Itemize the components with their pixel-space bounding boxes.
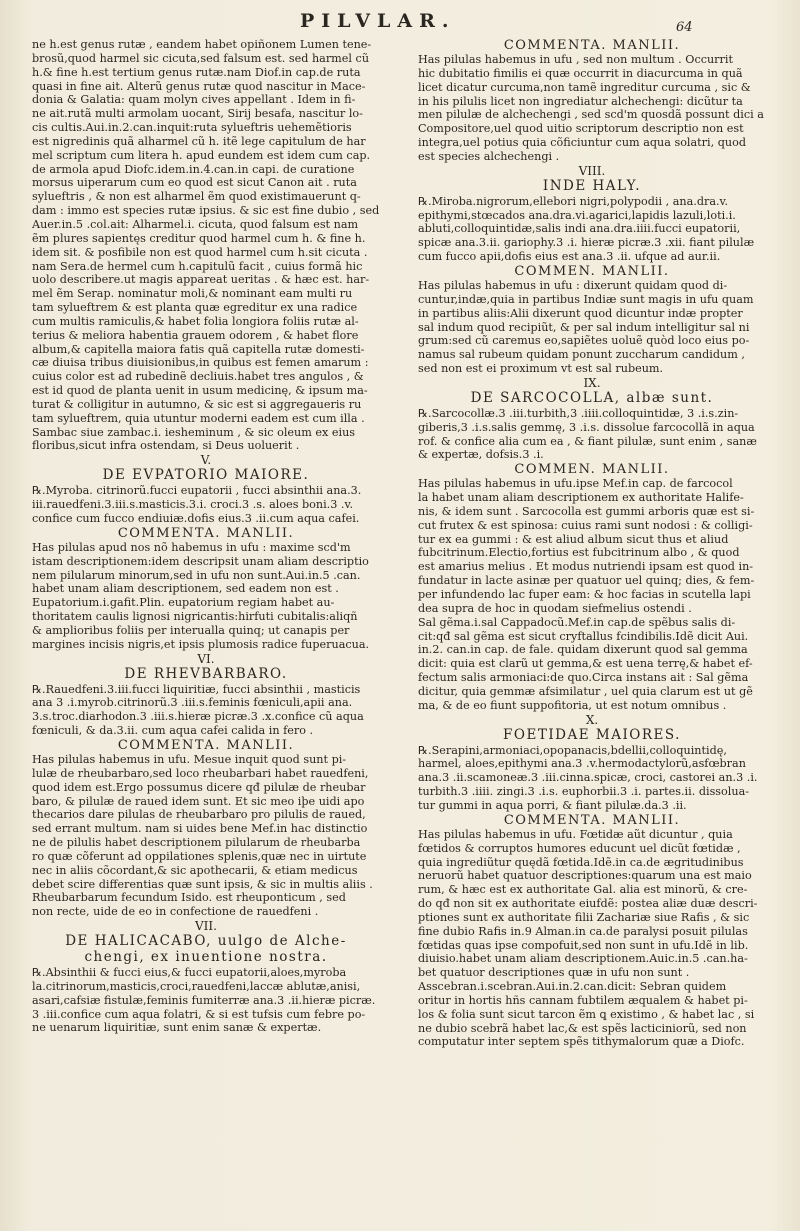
text-line: Sambac siue zambac.i. iesheminum , & sic oleum ex eius	[32, 425, 356, 439]
text-line: fundatur in lacte asinæ per quatuor uel quinq; dies, & fem-	[418, 574, 755, 588]
text-line: ℞.Absinthii & fucci eius,& fucci eupatorii,aloes,myroba	[32, 966, 347, 980]
text-line: dea supra de hoc in quodam siefmelius ostendi .	[418, 601, 692, 615]
text-line: grum:sed cũ caremus eo,sapiẽtes uoluẽ quòd loco eius po-	[418, 334, 750, 348]
text-line: hic dubitatio fimilis ei quæ occurrit in diacurcuma in quã	[418, 66, 743, 80]
section-number: X.	[585, 712, 599, 727]
text-line: terius & meliora habentia grauem odorem , & habet flore	[32, 328, 359, 342]
text-line: de armola apud Diofc.idem.in.4.can.in capi. de curatione	[32, 162, 355, 176]
section-number: IX.	[583, 375, 601, 390]
text-line: Has pilulas habemus in ufu : dixerunt quidam quod di-	[418, 278, 728, 292]
text-line: debet scire differentias quæ sunt ipsis, & sic in multis aliis .	[32, 877, 373, 891]
text-line: non recte, uide de eo in confectione de rauedfeni .	[32, 905, 319, 919]
text-line: ℞.Rauedfeni.3.iii.fucci liquiritiæ, fucci absinthii , masticis	[32, 682, 361, 696]
text-line: ana.3 .ii.scamoneæ.3 .iii.cinna.spicæ, croci, castorei an.3 .i.	[418, 771, 758, 785]
section-number: VI.	[197, 651, 215, 666]
text-line: ptiones sunt ex authoritate filii Zachariæ siue Rafis , & sic	[418, 910, 750, 924]
commentary-paragraph	[32, 753, 380, 919]
right-column	[418, 38, 766, 1049]
text-line: Rheubarbarum fecundum Isido. est rheuponticum , sed	[32, 891, 346, 905]
page-header	[0, 4, 800, 34]
intro-paragraph	[32, 38, 380, 453]
text-line: Eupatorium.i.gafit.Plin. eupatorium regiam habet au-	[32, 596, 335, 610]
text-line: brosũ,quod harmel sic cicuta,sed falsum est. sed harmel cũ	[32, 51, 370, 65]
text-line: donia & Galatia: quam molyn cives appellant . Idem in fi-	[32, 93, 356, 107]
text-line: ẽm plures sapientęs creditur quod harmel cum h. & fine h.	[32, 231, 366, 245]
text-line: in partibus aliis:Alii dixerunt quod dicuntur indæ propter	[418, 306, 743, 320]
text-line: nem pilularum minorum,sed in ufu non sunt.Aui.in.5 .can.	[32, 568, 361, 582]
text-line: integra,uel potius quia cõficiuntur cum aqua solatri, quod	[418, 136, 746, 150]
text-line: est amarius melius . Et modus nutriendi ipsam est quod in-	[418, 560, 754, 574]
text-line: fine dubio Rafis in.9 Alman.in ca.de paralysi posuit pilulas	[418, 924, 748, 938]
text-line: Has pilulas apud nos nõ habemus in ufu : maxime scd'm	[32, 540, 351, 554]
text-line: Has pilulas habemus in ufu , sed non multum . Occurrit	[418, 53, 733, 66]
section-title: DE SARCOCOLLA, albæ sunt.	[470, 389, 714, 406]
text-line: ne de pilulis habet descriptionem pilularum de rheubarba	[32, 836, 361, 850]
text-line: tur gummi in aqua porri, & fiant pilulæ.da.3 .ii.	[418, 798, 687, 812]
section-number: VII.	[195, 919, 217, 934]
text-line: thecarios dare pilulas de rheubarbaro pro pilulis de raued,	[32, 808, 366, 822]
text-line: baro, & pilulæ de raued idem sunt. Et sic meo iþe uidi apo	[32, 794, 365, 808]
text-line: oritur in hortis hñs cannam fubtilem æqualem & habet pi-	[418, 993, 748, 1007]
text-line: neruorũ habet quatuor descriptiones:quarum una est maio	[418, 869, 752, 883]
recipe-paragraph	[32, 484, 380, 526]
commentary-paragraph	[418, 828, 766, 1050]
text-line: quasi in fine ait. Alterũ genus rutæ quod nascitur in Mace-	[32, 79, 366, 93]
text-line: 3.s.troc.diarhodon.3 .iii.s.hieræ picræ.3 .x.confice cũ aqua	[32, 710, 364, 724]
text-line: turat & colligitur in autumno, & sic est si aggregaueris ru	[32, 397, 362, 411]
text-line: tam sylueftrem, quia utuntur moderni eadem est cum illa .	[32, 411, 365, 425]
commentary-paragraph	[418, 53, 766, 164]
text-line: cuius color est ad rubedinẽ decliuis.habet tres angulos , &	[32, 370, 364, 384]
commentary-paragraph	[418, 477, 766, 712]
text-line: floribus,sicut infra ostendam, si Deus uoluerit .	[32, 439, 300, 453]
text-line: abluti,colloquintidæ,salis indi ana.dra.iiii.fucci eupatorii,	[418, 222, 741, 236]
text-line: bet quatuor descriptiones quæ in ufu non sunt .	[418, 966, 690, 980]
text-line: fœniculi, & da.3.ii. cum aqua cafei calida in fero .	[32, 724, 314, 738]
text-line: & expertæ, dofsis.3 .i.	[418, 448, 544, 462]
text-line: ℞.Miroba.nigrorum,ellebori nigri,polypodii , ana.dra.v.	[418, 194, 729, 208]
section-number: VIII.	[578, 163, 606, 178]
text-line: licet dicatur curcuma,non tamẽ ingreditur curcuma , sic &	[418, 80, 751, 94]
section-title: INDE HALY.	[542, 177, 642, 194]
text-line: fubcitrinum.Electio,fortius est fubcitrinum albo , & quod	[418, 546, 740, 560]
text-line: dicitur, quia gemmæ afsimilatur , uel quia clarum est ut gẽ	[418, 684, 753, 698]
text-line: 3 .iii.confice cum aqua folatri, & si est tufsis cum febre po-	[32, 1007, 366, 1021]
text-line: harmel, aloes,epithymi ana.3 .v.hermodactylorũ,asfœbran	[418, 757, 746, 771]
text-line: la habet unam aliam descriptionem ex authoritate Halife-	[418, 491, 744, 505]
text-line: morsus uiperarum cum eo quod est sicut Canon ait . ruta	[32, 176, 357, 190]
text-line: quod idem est.Ergo possumus dicere qđ pilulæ de rheubar	[32, 780, 366, 794]
text-line: diuisio.habet unam aliam descriptionem.Auic.in.5 .can.ha-	[418, 952, 748, 966]
text-line: giberis,3 .i.s.salis gemmę, 3 .i.s. dissolue farcocollã in aqua	[418, 420, 755, 434]
text-line: rof. & confice alia cum ea , & fiant pilulæ, sunt enim , sanæ	[418, 434, 757, 448]
text-line: turbith.3 .iiii. zingi.3 .i.s. euphorbii.3 .i. partes.ii. dissolua-	[418, 785, 750, 799]
running-title: PILVLAR.	[300, 10, 456, 32]
text-line: est nigredinis quã alharmel cũ h. itẽ lege capitulum de har	[32, 134, 366, 148]
commentary-heading: COMMENTA. MANLII.	[503, 812, 681, 828]
text-line: in his pilulis licet non ingrediatur alchechengi: dicũtur ta	[418, 94, 743, 108]
text-line: ma, & de eo fiunt suppofitoria, ut est notum omnibus .	[418, 698, 727, 712]
page-number: 64	[676, 20, 693, 35]
text-line: ℞.Sarcocollæ.3 .iii.turbith,3 .iiii.colloquintidæ, 3 .i.s.zin-	[418, 406, 739, 420]
text-line: ro quæ cõferunt ad oppilationes splenis,quæ nec in uirtute	[32, 849, 367, 863]
text-line: habet unam aliam descriptionem, sed eadem non est .	[32, 582, 339, 596]
commentary-heading: COMMEN. MANLII.	[514, 263, 670, 279]
text-line: fectum salis armoniaci:de quo.Circa instans ait : Sal gẽma	[418, 671, 749, 685]
text-line: dam : immo est species rutæ ipsius. & sic est fine dubio , sed	[32, 204, 380, 218]
text-line: cut frutex & est spinosa: cuius rami sunt nodosi : & colligi-	[418, 518, 753, 532]
text-line: cum fucco apii,dofis eius est ana.3 .ii. ufque ad aur.ii.	[418, 250, 721, 264]
left-column	[32, 38, 380, 1035]
text-line: sal indum quod recipiũt, & per sal indum intelligitur sal ni	[418, 320, 750, 334]
text-line: namus sal rubeum quidam ponunt zuccharum candidum ,	[418, 348, 745, 362]
text-line: ana 3 .i.myrob.citrinorũ.3 .iii.s.feminis fœniculi,apii ana.	[32, 696, 353, 710]
commentary-paragraph	[418, 279, 766, 376]
text-line: do qđ non sit ex authoritate eiufdẽ: postea aliæ duæ descri-	[418, 897, 758, 911]
text-line: Auer.in.5 .col.ait: Alharmel.i. cicuta, quod falsum est nam	[32, 217, 359, 231]
text-line: lulæ de rheubarbaro,sed loco rheubarbari habet rauedfeni,	[32, 766, 369, 780]
text-line: la.citrinorum,masticis,croci,rauedfeni,laccæ ablutæ,anisi,	[32, 979, 361, 993]
text-line: fœtidos & corruptos humores educunt uel dicũt fœtidæ ,	[418, 841, 741, 855]
recipe-paragraph	[32, 683, 380, 738]
text-line: men pilulæ de alchechengi , sed scd'm quosdã possunt dici a	[418, 108, 764, 122]
text-line: ne ait.rutã multi armolam uocant, Sirij besafa, nascitur lo-	[32, 107, 363, 121]
text-line: est species alchechengi .	[418, 149, 560, 163]
text-line: istam descriptionem:idem descripsit unam aliam descriptio	[32, 554, 369, 568]
text-line: fœtidas quas ipse compofuit,sed non sunt in ufu.Idẽ in lib.	[418, 938, 749, 952]
commentary-heading: COMMENTA. MANLII.	[117, 737, 295, 753]
text-line: quia ingrediũtur quędã fœtida.Idẽ.in ca.de ægritudinibus	[418, 855, 744, 869]
text-line: Sal gẽma.i.sal Cappadocũ.Mef.in cap.de spẽbus salis di-	[418, 615, 736, 629]
recipe-paragraph	[418, 407, 766, 462]
text-line: epithymi,stœcados ana.dra.vi.agarici,lapidis lazuli,loti.i.	[418, 208, 736, 222]
text-line: ne uenarum liquiritiæ, sunt enim sanæ & expertæ.	[32, 1021, 322, 1035]
text-line: Has pilulas habemus in ufu. Fœtidæ aũt dicuntur , quia	[418, 827, 733, 841]
text-line: uolo describere.ut magis appareat ueritas . & hæc est. har-	[32, 273, 370, 287]
text-line: cum multis ramiculis,& habet folia longiora foliis rutæ al-	[32, 314, 359, 328]
text-line: confice cum fucco endiuiæ.dofis eius.3 .ii.cum aqua cafei.	[32, 512, 360, 525]
text-line: tam sylueftrem & est planta quæ egreditur ex una radice	[32, 301, 358, 315]
text-line: nec in aliis cõcordant,& sic apothecarii, & etiam medicus	[32, 863, 358, 877]
text-line: asari,cafsiæ fistulæ,feminis fumiterræ ana.3 .ii.hieræ picræ.	[32, 993, 376, 1007]
text-line: dicit: quia est clarũ ut gemma,& est uena terrę,& habet ef-	[418, 657, 753, 671]
text-line: per infundendo lac fuper eam: & hoc facias in scutella lapi	[418, 588, 751, 601]
text-line: Compositore,uel quod uitio scriptorum descriptio non est	[418, 122, 744, 136]
text-line: sed errant multum. nam si uides bene Mef.in hac distinctio	[32, 822, 368, 836]
text-line: iii.rauedfeni.3.iii.s.masticis.3.i. croci.3 .s. aloes boni.3 .v.	[32, 498, 354, 512]
text-line: idem sit. & posfibile non est quod harmel cum h.sit cicuta .	[32, 245, 368, 259]
text-line: & amplioribus foliis per interualla quinq; ut canapis per	[32, 623, 350, 637]
text-line: nam Sera.de hermel cum h.capitulũ facit , cuius formã hic	[32, 259, 363, 273]
text-line: cæ diuisa tribus diuisionibus,in quibus est femen amarum :	[32, 356, 369, 370]
text-line: ℞.Myroba. citrinorũ.fucci eupatorii , fucci absinthii ana.3.	[32, 484, 362, 498]
text-line: los & folia sunt sicut tarcon ẽm ꝗ existimo , & habet lac , si	[418, 1007, 755, 1021]
commentary-paragraph	[32, 541, 380, 652]
text-line: sylueftris , & non est alharmel ẽm quod existimauerunt q-	[32, 190, 361, 204]
text-line: mel scriptum cum litera h. apud eundem est idem cum cap.	[32, 148, 371, 162]
section-title: DE HALICACABO, uulgo de Alche-	[65, 933, 347, 950]
text-line: in.2. can.in cap. de fale. quidam dixerunt quod sal gemma	[418, 643, 748, 657]
text-line: spicæ ana.3.ii. gariophy.3 .i. hieræ picræ.3 .xii. fiant pilulæ	[418, 236, 755, 250]
section-subtitle: chengi, ex inuentione nostra.	[84, 949, 328, 966]
text-line: ℞.Serapini,armoniaci,opopanacis,bdellii,colloquintidę,	[418, 743, 727, 757]
text-line: margines incisis nigris,et ipsis plumosis radice fuperuacua.	[32, 637, 370, 651]
section-title: FOETIDAE MAIORES.	[503, 726, 681, 743]
commentary-heading: COMMENTA. MANLII.	[503, 38, 681, 53]
text-line: nis, & idem sunt . Sarcocolla est gummi arboris quæ est si-	[418, 504, 755, 518]
section-title: DE RHEVBARBARO.	[124, 665, 288, 682]
commentary-heading: COMMEN. MANLII.	[514, 462, 670, 478]
text-line: ne h.est genus rutæ , eandem habet opiñonem Lumen tene-	[32, 38, 372, 51]
text-line: rum, & hæc est ex authoritate Gal. alia est minorũ, & cre-	[418, 883, 748, 897]
text-line: est id quod de planta uenit in usum medicinę, & ipsum ma-	[32, 384, 368, 398]
text-line: cuntur,indæ,quia in partibus Indiæ sunt magis in ufu quam	[418, 292, 754, 306]
recipe-paragraph	[32, 966, 380, 1035]
text-line: ne dubio scebrã habet lac,& est spẽs lacticiniorũ, sed non	[418, 1021, 747, 1035]
text-line: cit:qđ sal gẽma est sicut cryftallus fcindibilis.Idẽ dicit Aui.	[418, 629, 749, 643]
text-line: h.& fine h.est tertium genus rutæ.nam Diof.in cap.de ruta	[32, 65, 361, 79]
commentary-heading: COMMENTA. MANLII.	[117, 525, 295, 541]
text-line: thoritatem caulis lignosi nigricantis:hirfuti cubitalis:aliqñ	[32, 610, 358, 624]
section-number: V.	[200, 453, 212, 468]
text-line: Has pilulas habemus in ufu. Mesue inquit quod sunt pi-	[32, 752, 347, 766]
text-line: computatur inter septem spẽs tithymalorum quæ a Diofc.	[418, 1035, 745, 1049]
recipe-paragraph	[418, 195, 766, 264]
text-line: sed non est ei proximum vt est sal rubeum.	[418, 362, 664, 376]
section-title: DE EVPATORIO MAIORE.	[102, 467, 310, 484]
text-line: Asscebran.i.scebran.Aui.in.2.can.dicit: Sebran quidem	[418, 980, 727, 994]
text-line: mel ẽm Serap. nominatur moli,& nominant eam multi ru	[32, 287, 353, 301]
text-line: album,& capitella maiora fatis quã capitella rutæ domesti-	[32, 342, 365, 356]
text-line: Has pilulas habemus in ufu.ipse Mef.in cap. de farcocol	[418, 477, 733, 491]
text-line: cis cultis.Aui.in.2.can.inquit:ruta sylueftris uehemẽtioris	[32, 121, 352, 135]
recipe-paragraph	[418, 744, 766, 813]
text-line: tur ex ea gummi : & est aliud album sicut thus et aliud	[418, 532, 729, 546]
